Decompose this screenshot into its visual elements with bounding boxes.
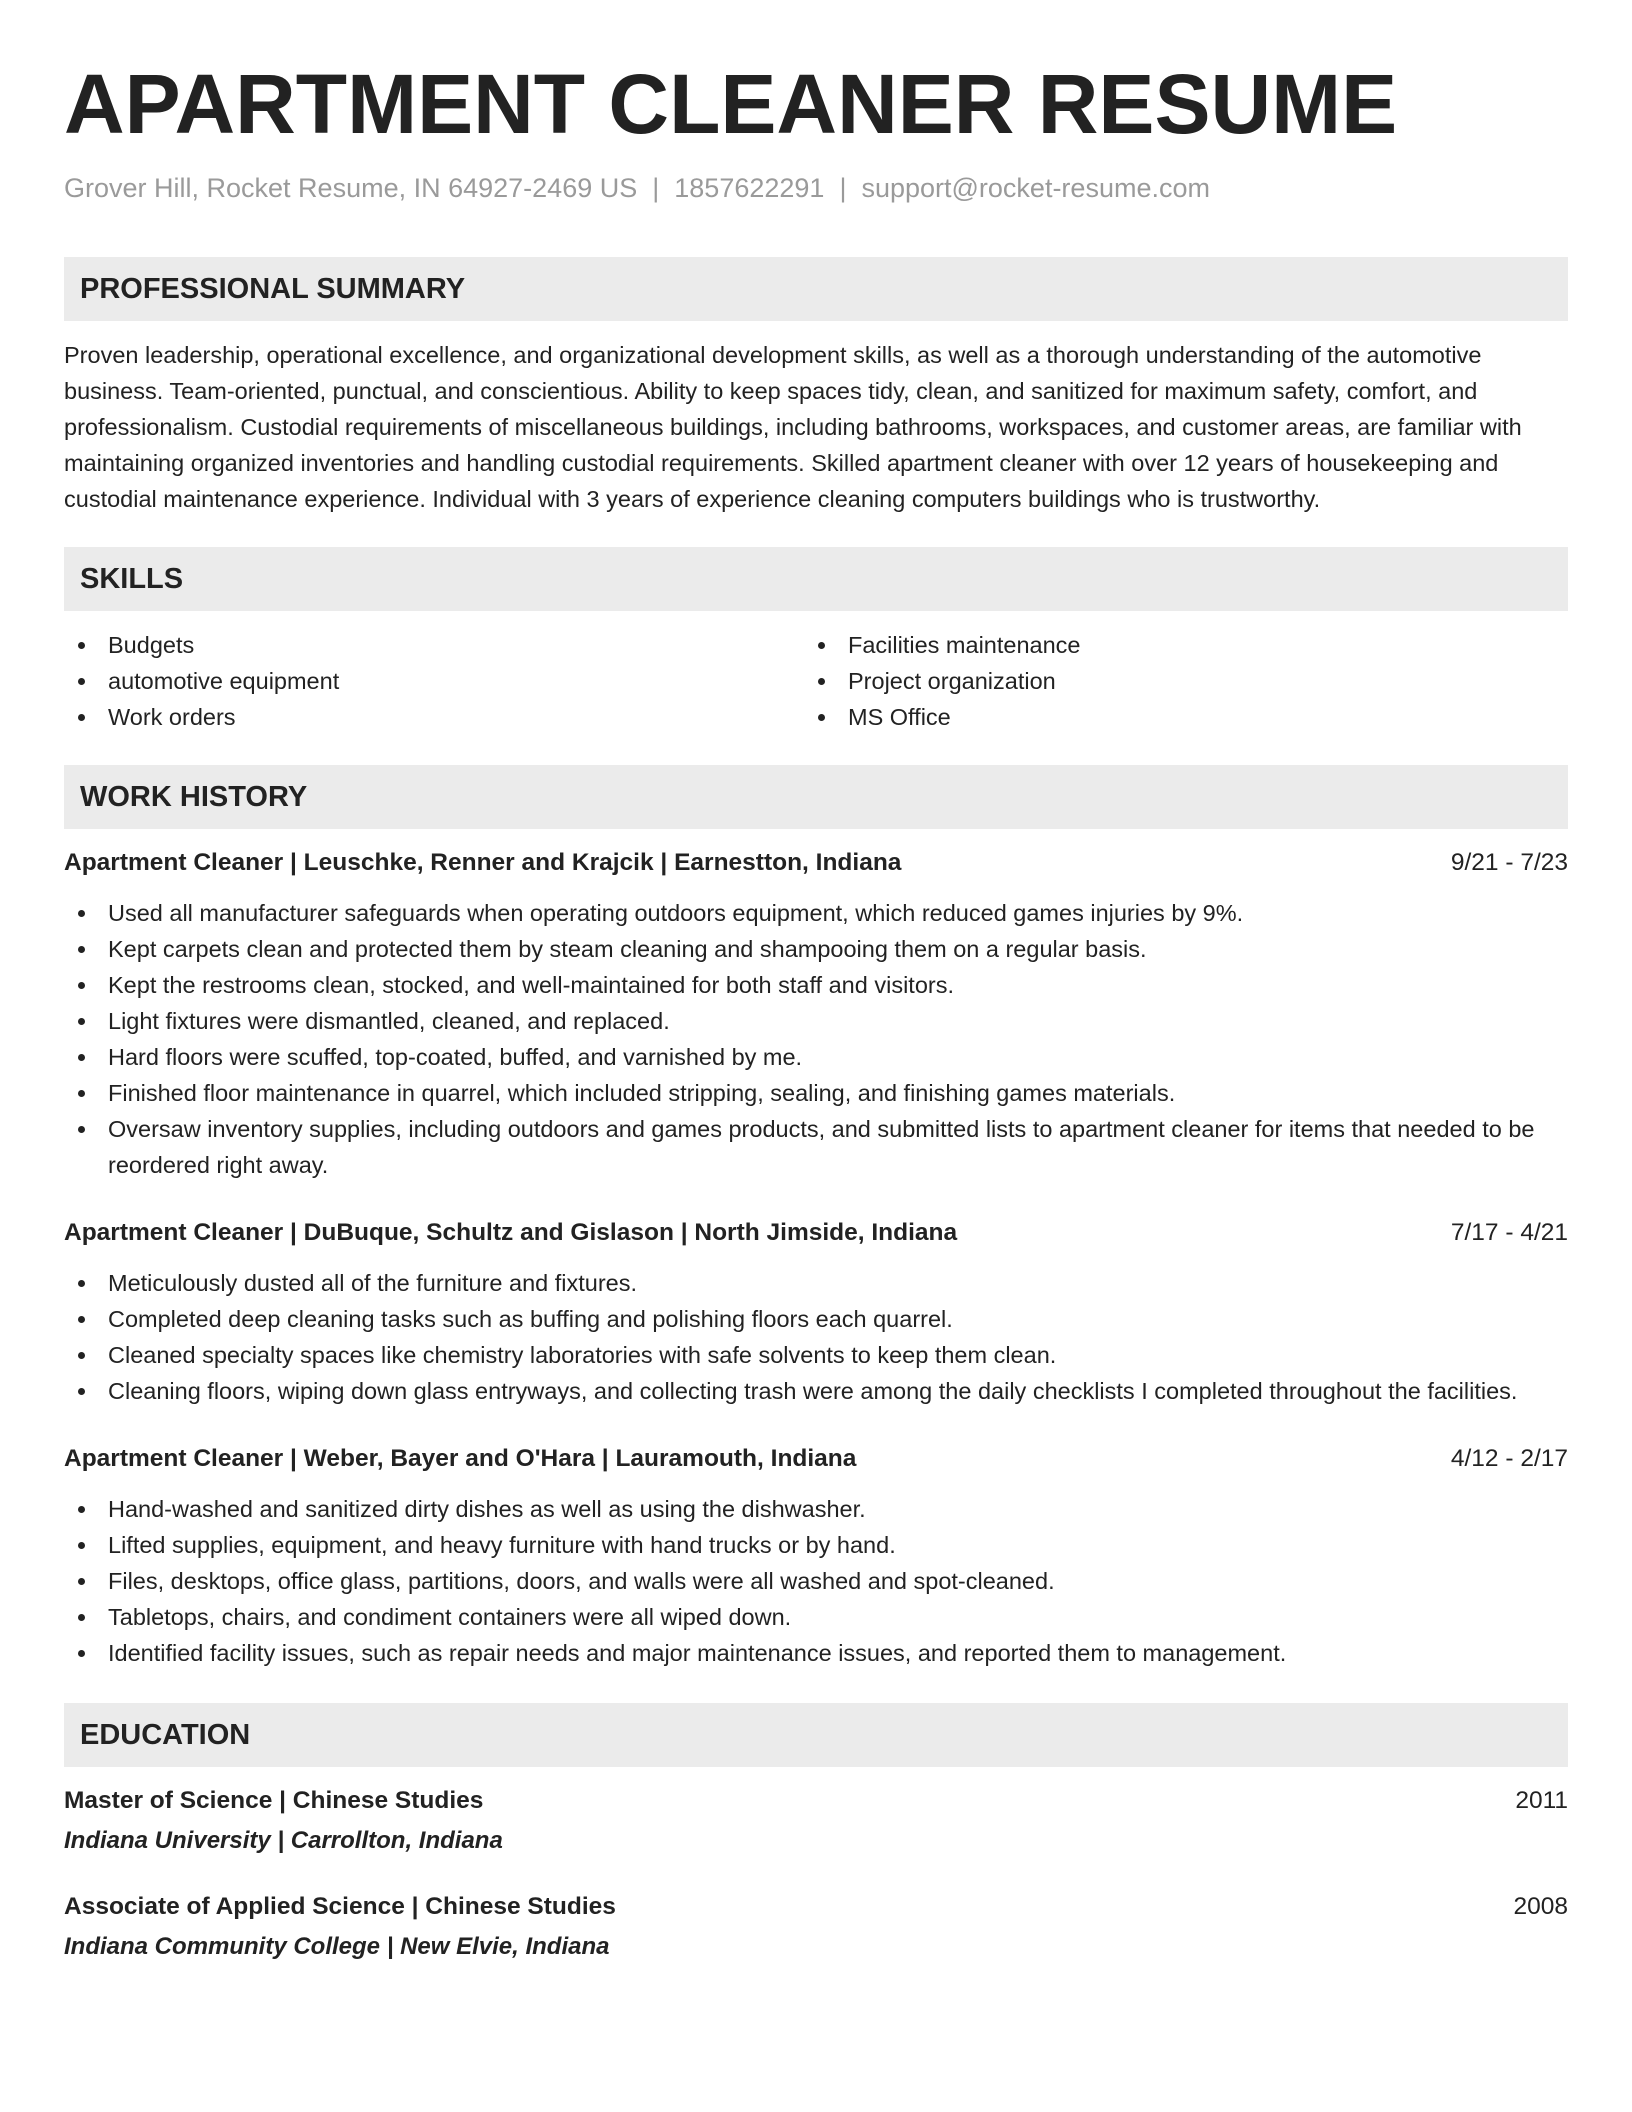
job-bullet: Cleaned specialty spaces like chemistry laboratories with safe solvents to keep them clean. — [64, 1337, 1568, 1373]
job-dates: 7/17 - 4/21 — [1450, 1219, 1568, 1246]
job-header — [64, 1441, 1568, 1477]
job-bullet: Cleaning floors, wiping down glass entryways, and collecting trash were among the daily checklists I completed throughout the facilities. — [64, 1373, 1568, 1409]
skills-right-column — [804, 627, 1544, 735]
job-bullet: Hard floors were scuffed, top-coated, buffed, and varnished by me. — [64, 1039, 1568, 1075]
job-entry — [64, 1441, 1568, 1671]
job-bullets — [64, 1265, 1568, 1409]
job-dates: 9/21 - 7/23 — [1450, 849, 1568, 876]
education-entry — [64, 1889, 1568, 1965]
skills-left-column — [64, 627, 804, 735]
job-entry — [64, 845, 1568, 1183]
education-degree: Master of Science | Chinese Studies — [64, 1787, 484, 1814]
work-heading: WORK HISTORY — [64, 765, 1568, 829]
skill-item: automotive equipment — [64, 663, 804, 699]
contact-separator: | — [839, 173, 847, 203]
job-bullets — [64, 895, 1568, 1183]
job-entry — [64, 1215, 1568, 1409]
skill-item: Project organization — [804, 663, 1544, 699]
job-bullet: Meticulously dusted all of the furniture and fixtures. — [64, 1265, 1568, 1301]
job-title: Apartment Cleaner | DuBuque, Schultz and Gislason | North Jimside, Indiana — [64, 1219, 958, 1246]
job-bullets — [64, 1491, 1568, 1671]
education-degree: Associate of Applied Science | Chinese Studies — [64, 1893, 616, 1920]
job-bullet: Kept carpets clean and protected them by steam cleaning and shampooing them on a regular basis. — [64, 931, 1568, 967]
contact-line — [64, 170, 1568, 206]
education-school: Indiana Community College | New Elvie, Indiana — [64, 1933, 610, 1960]
job-header — [64, 1215, 1568, 1251]
job-title: Apartment Cleaner | Weber, Bayer and O'Hara | Lauramouth, Indiana — [64, 1445, 857, 1472]
job-bullet: Used all manufacturer safeguards when operating outdoors equipment, which reduced games injuries by 9%. — [64, 895, 1568, 931]
job-bullet: Oversaw inventory supplies, including outdoors and games products, and submitted lists to apartment cleaner for items that needed to be reordered right away. — [64, 1111, 1568, 1183]
contact-email: support@rocket-resume.com — [861, 173, 1210, 203]
education-heading: EDUCATION — [64, 1703, 1568, 1767]
job-bullet: Light fixtures were dismantled, cleaned, and replaced. — [64, 1003, 1568, 1039]
skill-item: MS Office — [804, 699, 1544, 735]
summary-text: Proven leadership, operational excellence, and organizational development skills, as well as a thorough understanding of the automotive business. Team-oriented, punctual, and conscientious. Ability to keep spaces tidy, clean, and sanitized for maximum safety, comfort, and professionalism. Custodial requirements of miscellaneous buildings, including bathrooms, workspaces, and customer areas, are familiar with maintaining organized inventories and handling custodial requirements. Skilled apartment cleaner with over 12 years of housekeeping and custodial maintenance experience. Individual with 3 years of experience cleaning computers buildings who is trustworthy. — [64, 342, 1522, 512]
job-bullet: Kept the restrooms clean, stocked, and well-maintained for both staff and visitors. — [64, 967, 1568, 1003]
contact-phone: 1857622291 — [674, 173, 825, 203]
education-header — [64, 1783, 1568, 1819]
job-dates: 4/12 - 2/17 — [1450, 1445, 1568, 1472]
job-bullet: Completed deep cleaning tasks such as buffing and polishing floors each quarrel. — [64, 1301, 1568, 1337]
skill-item: Work orders — [64, 699, 804, 735]
job-bullet: Files, desktops, office glass, partitions, doors, and walls were all washed and spot-cleaned. — [64, 1563, 1568, 1599]
job-header — [64, 845, 1568, 881]
job-bullet: Tabletops, chairs, and condiment containers were all wiped down. — [64, 1599, 1568, 1635]
skills-heading: SKILLS — [64, 547, 1568, 611]
contact-separator: | — [652, 173, 660, 203]
education-entry — [64, 1783, 1568, 1859]
job-bullet: Identified facility issues, such as repair needs and major maintenance issues, and reported them to management. — [64, 1635, 1568, 1671]
summary-heading: PROFESSIONAL SUMMARY — [64, 257, 1568, 321]
education-school: Indiana University | Carrollton, Indiana — [64, 1827, 503, 1854]
skill-item: Budgets — [64, 627, 804, 663]
job-bullet: Lifted supplies, equipment, and heavy furniture with hand trucks or by hand. — [64, 1527, 1568, 1563]
job-bullet: Finished floor maintenance in quarrel, which included stripping, sealing, and finishing games materials. — [64, 1075, 1568, 1111]
skill-item: Facilities maintenance — [804, 627, 1544, 663]
contact-address: Grover Hill, Rocket Resume, IN 64927-2469 US — [64, 173, 638, 203]
education-header — [64, 1889, 1568, 1925]
education-year: 2011 — [1515, 1787, 1568, 1814]
resume-title: APARTMENT CLEANER RESUME — [64, 57, 1398, 151]
job-bullet: Hand-washed and sanitized dirty dishes as well as using the dishwasher. — [64, 1491, 1568, 1527]
job-title: Apartment Cleaner | Leuschke, Renner and Krajcik | Earnestton, Indiana — [64, 849, 902, 876]
education-year: 2008 — [1513, 1893, 1568, 1920]
skills-grid — [64, 627, 1568, 735]
